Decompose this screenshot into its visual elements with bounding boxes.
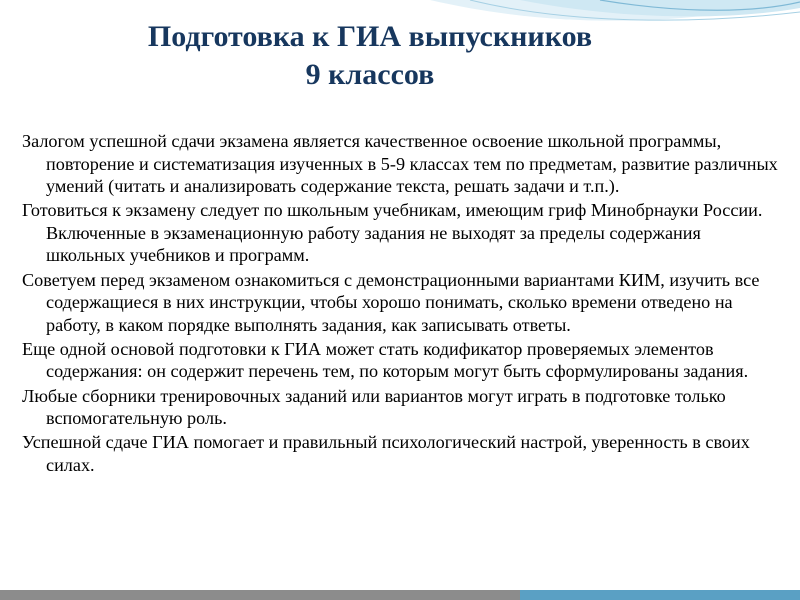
slide-title-line-2: 9 классов (305, 58, 435, 91)
paragraph: Залогом успешной сдачи экзамена является качественное освоение школьной программы, повторение и систематизация изученных в 5-9 классах тем по предметам, развитие различных умений (читать и анализировать содержание текста, решать задачи и т.п.). (22, 131, 778, 197)
paragraph: Успешной сдаче ГИА помогает и правильный психологический настрой, уверенность в своих силах. (22, 432, 750, 475)
slide-title-line-1: Подготовка к ГИА выпускников (147, 20, 593, 53)
bottom-bar-right (520, 590, 800, 600)
paragraph: Советуем перед экзаменом ознакомиться с демонстрационными вариантами КИМ, изучить все содержащиеся в них инструкции, чтобы хорошо понимать, сколько времени отведено на работу, в каком порядке выполнять задания, как записывать ответы. (22, 269, 760, 335)
bottom-bar-decoration (0, 590, 800, 600)
slide-body (22, 130, 782, 478)
bottom-bar-left (0, 590, 520, 600)
paragraph: Еще одной основой подготовки к ГИА может стать кодификатор проверяемых элементов содержания: он содержит перечень тем, по которым могут быть сформулированы задания. (22, 338, 749, 382)
paragraph: Готовиться к экзамену следует по школьным учебникам, имеющим гриф Минобрнауки России. Включенные в экзаменационную работу задания не выходят за пределы содержания школьных учебников и программ. (22, 200, 763, 266)
paragraph: Любые сборники тренировочных заданий или вариантов могут играть в подготовке только вспомогательную роль. (22, 385, 726, 429)
slide-title (0, 18, 740, 94)
